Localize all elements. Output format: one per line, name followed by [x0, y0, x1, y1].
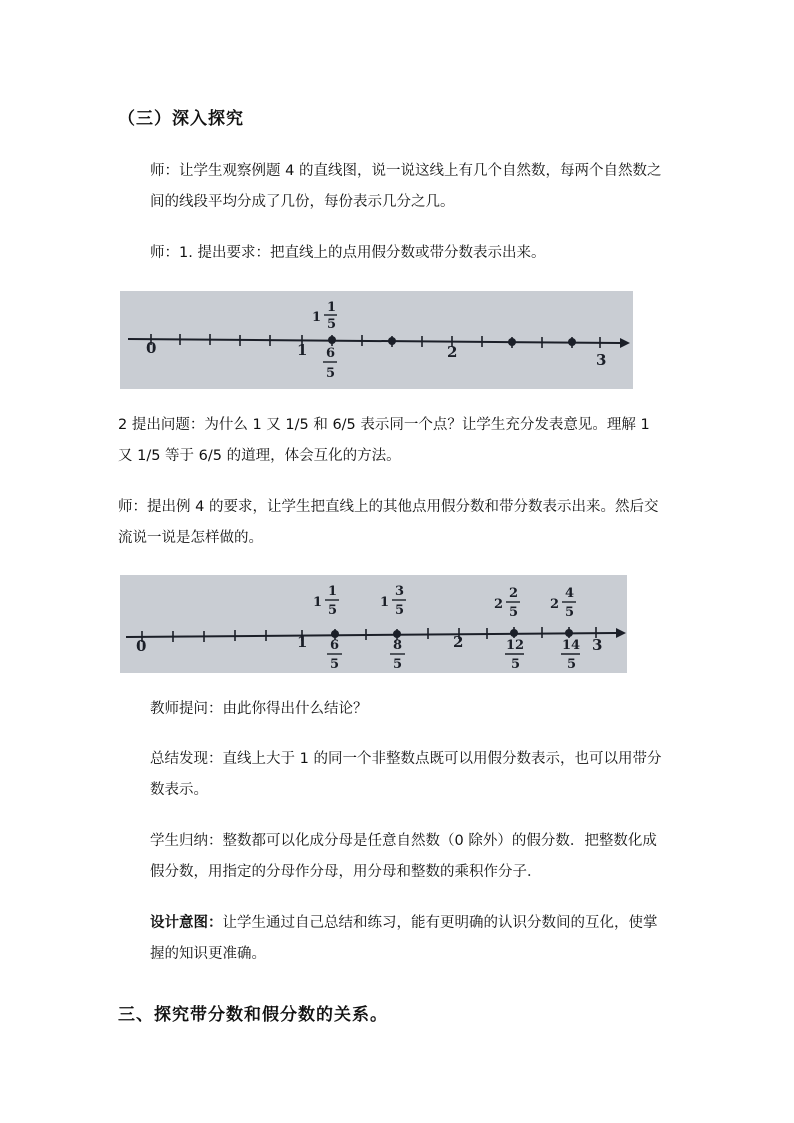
axis-line — [128, 339, 620, 343]
svg-text:5: 5 — [511, 657, 521, 672]
tick-label-3: 3 — [592, 636, 603, 654]
tick-label-2: 2 — [453, 633, 464, 651]
svg-text:5: 5 — [565, 605, 575, 620]
svg-text:5: 5 — [328, 603, 338, 618]
paragraph-example4: 师：提出例 4 的要求，让学生把直线上的其他点用假分数和带分数表示出来。然后交流说一说是怎样做的。 — [118, 499, 659, 546]
tick-label-0: 0 — [136, 637, 147, 655]
tick-label-2: 2 — [447, 343, 458, 361]
svg-text:2: 2 — [494, 597, 504, 612]
paragraph-question: 2 提出问题：为什么 1 又 1/5 和 6/5 表示同一个点？让学生充分发表意见。理解 1 又 1/5 等于 6/5 的道理，体会互化的方法。 — [118, 417, 650, 464]
number-line-1-svg — [120, 291, 633, 389]
svg-text:2: 2 — [550, 597, 560, 612]
svg-text:2: 2 — [509, 586, 519, 601]
point-8-5 — [388, 337, 396, 345]
paragraph-student-conclusion: 学生归纳：整数都可以化成分母是任意自然数（0 除外）的假分数．把整数化成假分数，用指定的分母作分母，用分母和整数的乘积作分子． — [150, 833, 657, 880]
point-12-5 — [508, 338, 516, 346]
point-6-5 — [328, 336, 336, 344]
improper-14-5 — [561, 638, 580, 672]
svg-text:5: 5 — [395, 603, 405, 618]
section-heading: （三）深入探究 — [118, 109, 244, 129]
point-12-5 — [510, 629, 518, 637]
number-line-figure-2 — [120, 575, 627, 673]
svg-text:5: 5 — [509, 605, 519, 620]
paragraph-summary: 总结发现：直线上大于 1 的同一个非整数点既可以用假分数表示，也可以用带分数表示。 — [150, 751, 662, 798]
improper-denominator: 5 — [326, 366, 336, 381]
paragraph-requirement: 师：1. 提出要求：把直线上的点用假分数或带分数表示出来。 — [150, 245, 546, 261]
axis-arrow — [616, 628, 626, 638]
point-6-5 — [331, 630, 339, 638]
number-line-2-svg — [120, 575, 627, 673]
axis-arrow — [620, 338, 630, 348]
paragraph-observe: 师：让学生观察例题 4 的直线图，说一说这线上有几个自然数，每两个自然数之间的线段平均分成了几份，每份表示几分之几。 — [150, 163, 662, 210]
svg-text:4: 4 — [565, 586, 575, 601]
mixed-1-3-5 — [380, 584, 406, 618]
mixed-denominator: 5 — [327, 317, 337, 332]
tick-label-0: 0 — [146, 339, 157, 357]
improper-8-5 — [390, 638, 405, 672]
mixed-whole: 1 — [312, 310, 322, 325]
heading-section-three: 三、探究带分数和假分数的关系。 — [118, 1005, 388, 1025]
mixed-2-4-5 — [550, 586, 576, 620]
point-14-5 — [565, 629, 573, 637]
paragraph-design-intent — [118, 908, 666, 970]
point-8-5 — [393, 630, 401, 638]
mixed-1-1-5 — [313, 584, 339, 618]
svg-text:3: 3 — [395, 584, 405, 599]
improper-12-5 — [505, 638, 524, 672]
point-14-5 — [568, 338, 576, 346]
svg-text:5: 5 — [567, 657, 577, 672]
svg-text:1: 1 — [313, 595, 323, 610]
mixed-numerator: 1 — [327, 300, 337, 315]
number-line-figure-1 — [120, 291, 633, 389]
svg-text:8: 8 — [393, 638, 403, 653]
tick-label-1: 1 — [297, 341, 308, 359]
svg-text:14: 14 — [562, 638, 581, 653]
svg-text:5: 5 — [330, 657, 340, 672]
svg-text:1: 1 — [380, 595, 390, 610]
paragraph-teacher-question: 教师提问：由此你得出什么结论？ — [150, 701, 368, 717]
tick-label-1: 1 — [297, 633, 308, 651]
svg-text:12: 12 — [506, 638, 525, 653]
svg-text:6: 6 — [330, 638, 340, 653]
improper-numerator: 6 — [326, 346, 336, 361]
improper-6-5 — [327, 638, 342, 672]
svg-text:5: 5 — [393, 657, 403, 672]
svg-text:1: 1 — [328, 584, 338, 599]
design-intent-text: 让学生通过自己总结和练习，能有更明确的认识分数间的互化，使掌握的知识更准确。 — [150, 915, 658, 962]
mixed-2-2-5 — [494, 586, 520, 620]
design-intent-label: 设计意图： — [150, 915, 223, 931]
tick-label-3: 3 — [596, 351, 607, 369]
